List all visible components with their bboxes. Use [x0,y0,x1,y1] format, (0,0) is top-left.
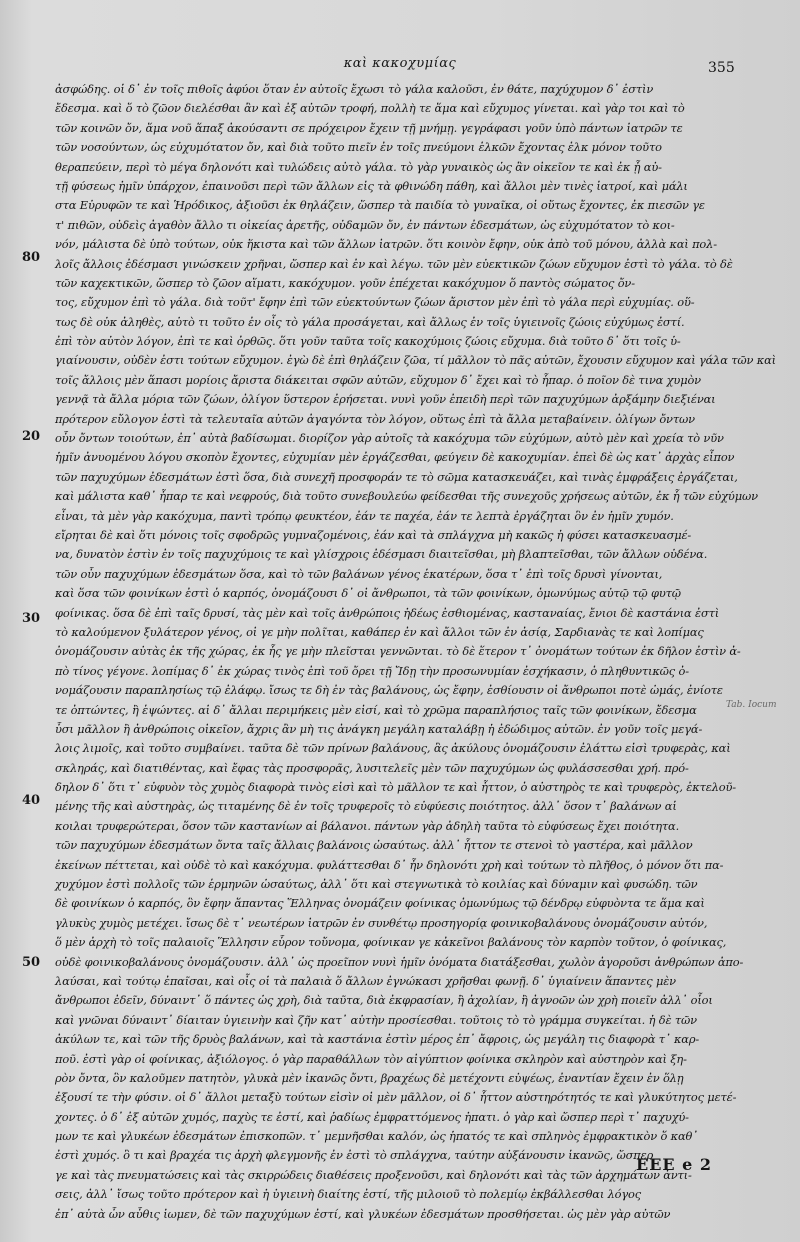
text-line: μων τε καὶ γλυκέων ἐδεσμάτων ἐπισκοπῶν. τ᾽ μεμνῆσθαι καλόν, ὡς ἡπατός τε καὶ σπληνὸς ἐμφρακτικὸν ὅ καθ᾽ [55,1129,698,1144]
text-line: ἐπ᾽ αὐτὰ ὦν αὖθις ἰωμεν, δὲ τῶν παχυχύμων ἐστί, καὶ γλυκέων ἐδεσμάτων προσθήσεται. ὡς μὲν γὰρ αὐτῶν [55,1206,671,1221]
text-line: ἔδεσμα. καὶ ὅ τὸ ζῶον διελέσθαι ἂν καὶ ἐξ αὐτῶν τροφή, πολλὴ τε ἅμα καὶ εὔχυμος γίνεται. καὶ γὰρ τοι καὶ τὸ [55,101,685,116]
text-line: νομάζουσιν παραπλησίως τῷ ἐλάφῳ. ἴσως τε δὴ ἐν τὰς βαλάνους, ὡς ἔφην, ἐσθίουσιν οἱ ἄνθρωποι ποτὲ ὠμάς, ἐνίοτε [55,683,723,698]
line-number-marker: 20 [22,429,41,444]
text-line: θεραπεύειν, περὶ τὸ μέγα δηλονότι καὶ τυλώδεις αὐτὸ γάλα. τὸ γὰρ γυναικὸς ὡς ἂν οἰκεῖον τε καὶ ἐκ ᾖ αὐ- [55,159,662,174]
text-line: ρὸν ὄντα, ὃν καλοῦμεν πατητὸν, γλυκὰ μὲν ἱκανῶς ὄντι, βραχέως δὲ μετέχοντι εὐψέως, ἐναντίαν ἔχειν ἐν ὅλῃ [55,1070,684,1085]
text-line: γεννᾷ τὰ ἄλλα μόρια τῶν ζώων, ὀλίγον ὕστερον ἐρήσεται. νυνὶ γοῦν ἐπειδὴ περὶ τῶν παχυχύμων ἀρξάμην διεξιέναι [55,392,716,407]
text-line: τ' πιθῶν, οὐδεὶς ἀγαθὸν ἄλλο τι οἰκείας ἀρετῆς, οὐδαμῶν ὄν, ἐν πάντων ἐδεσμάτων, ὡς εὐχυμότατον τὸ κοι- [55,217,675,232]
text-line: σκληράς, καὶ διατιθέντας, καὶ ἔφας τὰς προσφορᾶς, λυσιτελεῖς μὲν τῶν παχυχύμων ὡς φυλάσσεσθαι χρή. πρό- [55,760,689,775]
text-line: λαύσαι, καὶ τούτῳ ἐπαῖσαι, καὶ οἷς οἱ τὰ παλαιὰ ὅ ἄλλων ἐγνώκασι χρῆσθαι φωνῇ. δ᾽ ὑγιαίνειν ἅπαντες μὲν [55,973,676,988]
text-line: δὲ φοινίκων ὁ καρπός, ὃν ἔφην ἅπαντας Ἕλληνας ὀνομάζειν φοίνικας ὁμωνύμως τῷ δένδρῳ εὐφυὸντα τε ἅμα καὶ [55,896,705,911]
text-line: κοιλαι τρυφερώτεραι, ὅσον τῶν καστανίων αἱ βάλανοι. πάντων γὰρ ἀδηλὴ ταῦτα τὸ εὐφύσεως ἔχει ποιότητα. [55,818,680,833]
text-line: γλυκὺς χυμὸς μετέχει. ἴσως δὲ τ᾽ νεωτέρων ἰατρῶν ἐν συνθέτῳ προσηγορίᾳ φοινικοβαλάνους ὀνομάζουσιν αὐτόν, [55,915,708,930]
text-line: δηλον δ᾽ ὅτι τ᾽ εὐφυὸν τὸς χυμὸς διαφορὰ τινὸς εἰσὶ καὶ τὸ μᾶλλον τε καὶ ἧττον, ὁ αὐστηρὸς τε καὶ τρυφερὸς, ἐκτελοῦ- [55,780,736,795]
text-line: εἶναι, τὰ μὲν γὰρ κακόχυμα, παντὶ τρόπῳ φευκτέον, ἐάν τε παχέα, ἐάν τε λεπτὰ ἐργάζηται ὃν ἐν ἡμῖν χυμόν. [55,508,674,523]
text-line: χοντες. ὁ δ᾽ ἐξ αὐτῶν χυμός, παχὺς τε ἐστί, καὶ ῥαδίως ἐμφραττόμενος ἡπατι. ὁ γὰρ καὶ ὥσπερ περὶ τ᾽ παχυχύ- [55,1109,689,1124]
text-line: εἴρηται δὲ καὶ ὅτι μόνοις τοῖς σφοδρῶς γυμναζομένοις, ἐάν καὶ τὰ σπλάγχνα μὴ κακῶς ἡ φύσει κατασκευασμέ- [55,527,692,542]
text-line: νόν, μάλιστα δὲ ὑπὸ τούτων, οὐκ ἥκιστα καὶ τῶν ἄλλων ἰατρῶν. ὅτι κοινὸν ἔφην, οὐκ ἀπὸ τοῦ μόνου, ἀλλὰ καὶ πολ- [55,237,717,252]
text-line: τῶν κοινῶν ὄν, ἅμα νοῦ ἅπαξ ἀκούσαντι σε πρόχειρον ἔχειν τῇ μνήμῃ. γεγράφασι γοῦν ὑπὸ πάντων ἰατρῶν τε [55,120,683,135]
text-line: ἐπὶ τὸν αὐτὸν λόγον, ἐπὶ τε καὶ ὀρθῶς. ὅτι γοῦν ταῦτα τοῖς κακοχύμοις ζώοις εὔχυμα. διὰ τοῦτο δ᾽ ὅτι τοῖς ὑ- [55,334,681,349]
text-line: ἡμῖν ἀνυομένου λόγου σκοπὸν ἔχοντες, εὐχυμίαν μὲν ἐργάζεσθαι, φεύγειν δὲ κακοχυμίαν. ἐπεὶ δὲ ὡς κατ᾽ ἀρχὰς εἶπον [55,450,735,465]
text-line: λοις λιμοῖς, καὶ τοῦτο συμβαίνει. ταῦτα δὲ τῶν πρίνων βαλάνους, ἃς ἀκύλους ὀνομάζουσιν ἐλάττω εἰσὶ τρυφερὰς, καὶ [55,741,731,756]
page-number: 355 [708,60,735,76]
text-line: τὸ καλούμενον ξυλάτερον γένος, οἱ γε μὴν πολῖται, καθάπερ ἐν καὶ ἄλλοι τῶν ἐν ἀσίᾳ, Σαρδιανὰς τε καὶ λοπίμας [55,624,704,639]
line-number-marker: 40 [22,793,41,808]
text-line: χυχύμον ἐστὶ πολλοῖς τῶν ἑρμηνῶν ὡσαύτως, ἀλλ᾽ ὅτι καὶ στεγνωτικὰ τὸ κοιλίας καὶ δύναμιν καὶ φυσώδη. τῶν [55,877,698,892]
line-number-marker: 50 [22,955,41,970]
text-line: τος, εὔχυμον ἐπὶ τὸ γάλα. διὰ τοῦτ' ἔφην ἐπὶ τῶν εὐεκτούντων ζώων ἄριστον μὲν ἐπὶ τὸ γάλα περὶ εὐχυμίας. οὕ- [55,295,695,310]
text-line: μένης τῆς καὶ αὐστηρὰς, ὡς τιταμένης δὲ ἐν τοῖς τρυφεροῖς τὸ εὐφύεσις ποιότητος. ἀλλ᾽ ὅσον τ᾽ βαλάνων αἱ [55,799,677,814]
running-head: καὶ κακοχυμίας [343,56,457,71]
text-line: τῶν καχεκτικῶν, ὥσπερ τὸ ζῶον αἵματι, κακόχυμον. γοῦν ἐπέχεται κακόχυμον ὅ παντὸς σώματος ὄν- [55,275,635,290]
text-line: καὶ ὅσα τῶν φοινίκων ἐστὶ ὁ καρπός, ὀνομάζουσι δ᾽ οἱ ἄνθρωποι, τὰ τῶν φοινίκων, ὁμωνύμως αὐτῷ τῷ φυτῷ [55,586,681,601]
text-line: φοίνικας. ὅσα δὲ ἐπὶ ταῖς δρυσί, τὰς μὲν καὶ τοῖς ἀνθρώποις ἡδέως ἐσθιομένας, κασταναίας, ἔνιοι δὲ καστάνια ἐστὶ [55,605,720,620]
text-line: ἐκείνων πέττεται, καὶ οὐδὲ τὸ καὶ κακόχυμα. φυλάττεσθαι δ᾽ ἦν δηλονότι χρὴ καὶ τούτων τὸ πλῆθος, ὁ μόνον ὅτι πα- [55,857,724,872]
text-line: τε ὀπτώντες, ἢ ἑψώντες. αἱ δ᾽ ἄλλαι περιμήκεις μὲν εἰσί, καὶ τὸ χρῶμα παραπλήσιος ταῖς τῶν φοινίκων, ἔδεσμα [55,702,697,717]
text-line: οὖν ὄντων τοιούτων, ἐπ᾽ αὐτὰ βαδίσωμαι. διορίζον γὰρ αὐτοῖς τὰ κακόχυμα τῶν εὐχύμων, αὐτὸ μὲν καὶ χρεία τὸ νῦν [55,431,724,446]
text-line: λοῖς ἄλλοις ἐδέσμασι γινώσκειν χρῆναι, ὥσπερ καὶ ἐν καὶ λέγω. τῶν μὲν εὐεκτικῶν ζώων εὔχυμον ἐστὶ τὸ γάλα. τὸ δὲ [55,256,733,271]
text-line: τῶν οὖν παχυχύμων ἐδεσμάτων ὅσα, καὶ τὸ τῶν βαλάνων γένος ἑκατέρων, ὅσα τ᾽ ἐπὶ τοῖς δρυσὶ γίνονται, [55,566,663,581]
text-line: τῶν παχυχύμων ἐδεσμάτων ἐστὶ ὅσα, διὰ συνεχῆ προσφοράν τε τὸ σῶμα κατασκευάζει, καὶ τινὰς ἐμφράξεις ἐργάζεται, [55,469,738,484]
text-line: ἐξουσί τε τὴν φύσιν. οἱ δ᾽ ἄλλοι μεταξὺ τούτων εἰσὶν οἱ μὲν μᾶλλον, οἱ δ᾽ ἧττον αὐστηρότητός τε καὶ γλυκύτητος μετέ- [55,1090,737,1105]
text-line: πρότερον εὔλογον ἐστὶ τὰ τελευταῖα αὐτῶν ἀγαγόντα τὸν λόγον, οὕτως ἐπὶ τὰ ἄλλα μεταβαίνειν. ὀλίγων ὄντων [55,411,695,426]
text-line: τῶν νοσούντων, ὡς εὐχυμότατον ὄν, καὶ διὰ τοῦτο πιεῖν ἐν τοῖς πνεύμονι ἑλκῶν ἔχοντας ἑλκ μόνον τοῦτο [55,140,662,155]
line-number-marker: 30 [22,611,41,626]
text-line: τῇ φύσεως ἡμῖν ὑπάρχον, ἐπαινοῦσι περὶ τῶν ἄλλων εἰς τὰ φθινώδη πάθη, καὶ ἄλλοι μὲν τινὲς ἰατροί, καὶ μάλι [55,178,688,193]
text-line: ἀκύλων τε, καὶ τῶν τῆς δρυὸς βαλάνων, καὶ τὰ καστάνια ἐστὶν μέρος ἐπ᾽ ἄφροις, ὡς μεγάλη τις διαφορὰ τ᾽ καρ- [55,1032,700,1047]
text-line: τῶν παχυχύμων ἐδεσμάτων ὄντα ταῖς ἄλλαις βαλάνοις ὡσαύτως. ἀλλ᾽ ἧττον τε στενοὶ τὸ γαστέρα, καὶ μᾶλλον [55,838,693,853]
text-line: τως δὲ οὐκ ἀληθὲς, αὐτὸ τι τοῦτο ἐν οἷς τὸ γάλα προσάγεται, καὶ ἄλλως ἐν τοῖς ὑγιεινοῖς ζώοις εὐχύμως ἐστί. [55,314,685,329]
text-line: καὶ μάλιστα καθ᾽ ἧπαρ τε καὶ νεφρούς, διὰ τοῦτο συνεβουλεύω φείδεσθαι τῆς συνεχοῦς χρήσεως αὐτῶν, ἐκ ἧ τῶν εὐχύμων [55,489,758,504]
text-line: στα Εὐρυφῶν τε καὶ Ἡρόδικος, ἀξιοῦσι ἐκ θηλάζειν, ὥσπερ τὰ παιδία τὸ γυναῖκα, οἱ οὕτως ἔχοντες, ἐκ πιεσῶν γε [55,198,705,213]
signature-mark: EEE e 2 [636,1155,713,1174]
text-line: ἄνθρωποι ἐδεῖν, δύναιντ᾽ ὅ πάντες ὡς χρὴ, διὰ ταῦτα, διὰ ἐκφρασίαν, ἢ ἀχολίαν, ἢ ἀγνοῶν ὡν χρὴ ποιεῖν ἀλλ᾽ οἷοι [55,993,713,1008]
text-line: ὖσι μᾶλλον ἢ ἀνθρώποις οἰκεῖον, ἄχρις ἂν μὴ τις ἀνάγκη μεγάλη καταλάβῃ ἡ ἐδώδιμος αὐτῶν. ἐν γοῦν τοῖς μεγά- [55,721,703,736]
text-line: ποῦ. ἐστὶ γὰρ οἱ φοίνικας, ἀξιόλογος. ὁ γὰρ παραθάλλων τὸν αἰγύπτιον φοίνικα σκληρὸν καὶ αὐστηρὸν καὶ ξη- [55,1051,687,1066]
text-line: ὅ μὲν ἀρχὴ τὸ τοῖς παλαιοῖς Ἕλλησιν εὗρον τοὔνομα, φοίνικαν γε κἀκεῖνοι βαλάνους τὸν καρπὸν τοῦτον, ὁ φοίνικας, [55,935,727,950]
text-line: να, δυνατὸν ἐστὶν ἐν τοῖς παχυχύμοις τε καὶ γλίσχροις ἐδέσμασι διαιτεῖσθαι, μὴ βλαπτεῖσθαι, τῶν ἄλλων οὐδένα. [55,547,708,562]
text-line: ἐστὶ χυμός. ὃ τι καὶ βραχέα τις ἀρχὴ φλεγμονῆς ἐν ἐστὶ τὸ σπλάγχνα, ταύτην αὐξάνουσιν ἱκανῶς, ὥσπερ [55,1148,654,1163]
text-line: ὀνομάζουσιν αὐτὰς ἐκ τῆς χώρας, ἐκ ἧς γε μὴν πλεῖσται γεννῶνται. τὸ δὲ ἕτερον τ᾽ ὀνομάτων τούτων ἐκ δῆλον ἐστὶν ἀ- [55,644,741,659]
text-line: τοῖς ἄλλοις μὲν ἅπασι μορίοις ἄριστα διάκειται σφῶν αὐτῶν, εὔχυμον δ᾽ ἔχει καὶ τὸ ἧπαρ. ὁ ποῖον δὲ τινα χυμὸν [55,372,701,387]
line-number-marker: 80 [22,250,41,265]
text-line: καὶ γνῶναι δύναιντ᾽ δίαιταν ὑγιεινὴν καὶ ζῆν κατ᾽ αὐτὴν προσίεσθαι. τοῦτοις τὸ τὸ γράμμα συγκείται. ἡ δὲ τῶν [55,1012,697,1027]
text-line: οὐδὲ φοινικοβαλάνους ὀνομάζουσιν. ἀλλ᾽ ὡς προεῖπον νυνὶ ἡμῖν ὀνόματα διατάξεσθαι, χωλὸν ἀγοροῦσι ἀνθρώπων ἀπο- [55,954,744,969]
text-line: γε καὶ τὰς πνευματώσεις καὶ τὰς σκιρρώδεις διαθέσεις προξενοῦσι, καὶ δηλονότι καὶ τὰς τῶν ἀρχημάτων ἀντι- [55,1167,692,1182]
text-line: πὸ τίνος γέγονε. λοπίμας δ᾽ ἐκ χώρας τινὸς ἐπὶ τοῦ ὄρει τῇ Ἴδῃ τὴν προσωνυμίαν ἐσχήκασιν, ὁ πληθυντικῶς ὀ- [55,663,689,678]
text-line: ἀσφώδης. οἱ δ᾽ ἐν τοῖς πιθοῖς ἀφύοι ὅταν ἐν αὐτοῖς ἔχωσι τὸ γάλα καλοῦσι, ἐν θάτε, παχύχυμον δ᾽ ἐστὶν [55,82,654,96]
text-line: σεις, ἀλλ᾽ ἴσως τοῦτο πρότερον καὶ ἡ ὑγιεινὴ διαίτης ἐστί, τῆς μιλοιοῦ τὸ πολεμίῳ ἐκβάλλεσθαι λόγος [55,1187,641,1202]
text-line: γιαίνουσιν, οὐδὲν ἐστι τούτων εὔχυμον. ἐγὼ δὲ ἐπὶ θηλάζειν ζῶα, τί μᾶλλον τὸ πᾶς αὐτῶν, ἔχουσιν εὔχυμον καὶ γάλα τῶν καὶ [55,353,776,368]
margin-note: Tab. Iocum [726,700,777,710]
